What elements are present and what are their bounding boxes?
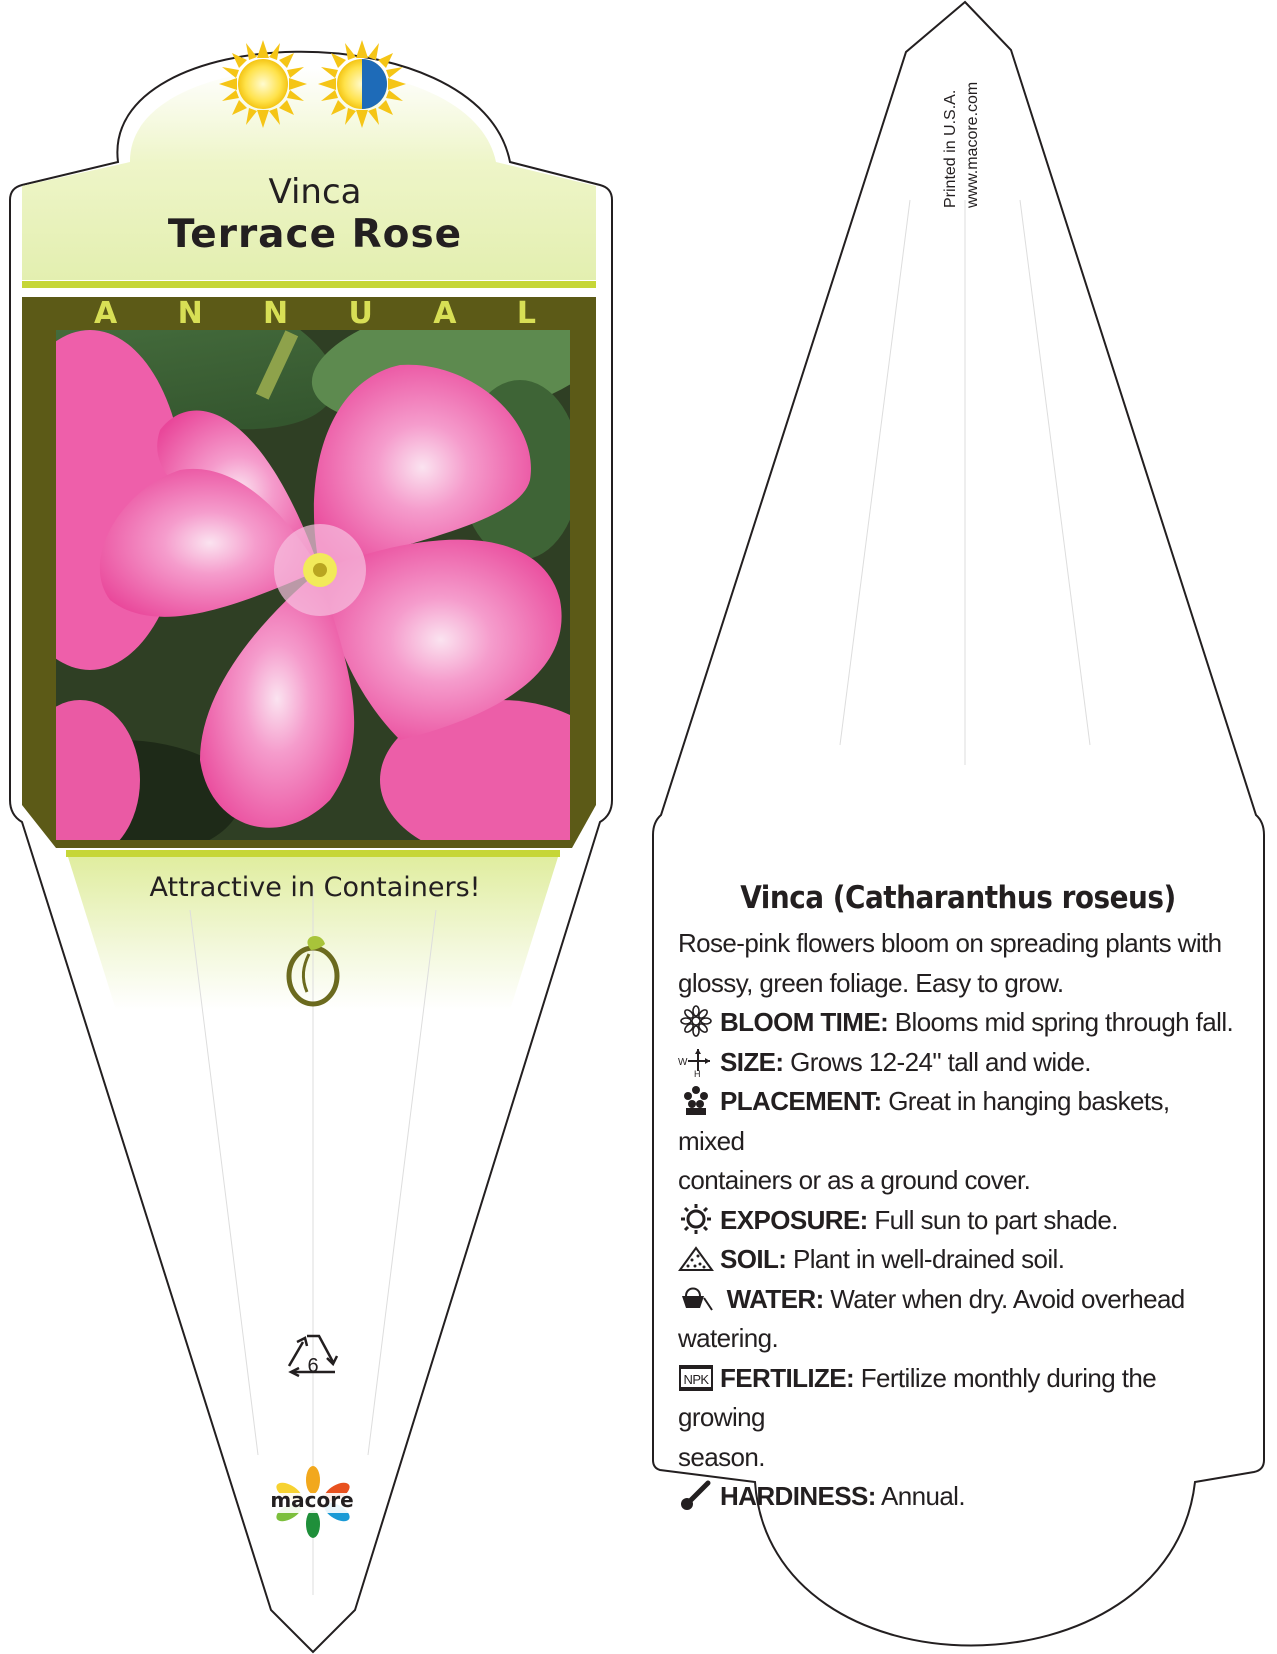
fertilize-text: season. xyxy=(678,1441,765,1472)
plant-variety: Terrace Rose xyxy=(167,212,463,257)
description: Rose-pink flowers bloom on spreading plants with xyxy=(678,928,1222,958)
bloom-label: BLOOM TIME: xyxy=(720,1007,889,1037)
plant-genus: Vinca xyxy=(268,172,362,212)
soil-icon xyxy=(678,1242,714,1274)
placement-icon xyxy=(678,1084,714,1116)
svg-text:NPK: NPK xyxy=(683,1371,709,1387)
flower-icon xyxy=(678,1005,714,1037)
tagline-divider xyxy=(66,850,560,857)
category-letter: A xyxy=(94,296,118,331)
recycle-number: 6 xyxy=(307,1355,319,1377)
category-letter: A xyxy=(433,296,457,331)
exposure-text: Full sun to part shade. xyxy=(874,1204,1118,1235)
exposure-label: EXPOSURE: xyxy=(720,1204,868,1235)
full-sun-icon xyxy=(219,40,307,128)
fertilize-text: Fertilize monthly during the growing xyxy=(678,1362,1157,1432)
fertilize-label: FERTILIZE: xyxy=(720,1362,855,1393)
hardiness-label: HARDINESS: xyxy=(720,1481,876,1511)
placement-text: containers or as a ground cover. xyxy=(678,1165,1031,1195)
flower-photo xyxy=(0,241,620,860)
care-info xyxy=(678,880,1238,1517)
description: glossy, green foliage. Easy to grow. xyxy=(678,967,1064,998)
botanical-title: Vinca (Catharanthus roseus) xyxy=(740,880,1176,916)
bloom-text: Blooms mid spring through fall. xyxy=(894,1007,1234,1037)
brand-name: macore xyxy=(270,1488,354,1512)
watering-can-icon xyxy=(678,1282,714,1314)
printed-in: Printed in U.S.A. xyxy=(942,89,959,208)
soil-text: Plant in well-drained soil. xyxy=(792,1244,1065,1274)
category-letter: L xyxy=(516,296,536,331)
category-letter: N xyxy=(263,296,289,331)
svg-text:W: W xyxy=(678,1056,687,1068)
category-letter: U xyxy=(348,296,373,331)
printer-info xyxy=(940,48,984,208)
category-letter: N xyxy=(177,296,203,331)
size-icon xyxy=(678,1045,714,1077)
svg-text:H: H xyxy=(694,1068,700,1077)
category-label xyxy=(60,296,570,331)
water-text: watering. xyxy=(678,1323,779,1353)
placement-label: PLACEMENT: xyxy=(720,1086,882,1116)
hardiness-text: Annual. xyxy=(881,1481,965,1511)
header-divider xyxy=(22,281,596,288)
tagline: Attractive in Containers! xyxy=(149,872,481,903)
water-text: Water when dry. Avoid overhead xyxy=(830,1283,1185,1314)
water-label: WATER: xyxy=(726,1283,824,1314)
exposure-sun-icon xyxy=(678,1203,714,1235)
size-label: SIZE: xyxy=(720,1046,784,1077)
soil-label: SOIL: xyxy=(720,1244,787,1274)
npk-icon xyxy=(678,1361,714,1393)
website: www.macore.com xyxy=(964,81,981,208)
part-shade-icon xyxy=(318,40,406,128)
placement-text: Great in hanging baskets, mixed xyxy=(678,1086,1170,1156)
thermometer-icon xyxy=(678,1479,714,1511)
size-text: Grows 12-24" tall and wide. xyxy=(790,1046,1091,1077)
